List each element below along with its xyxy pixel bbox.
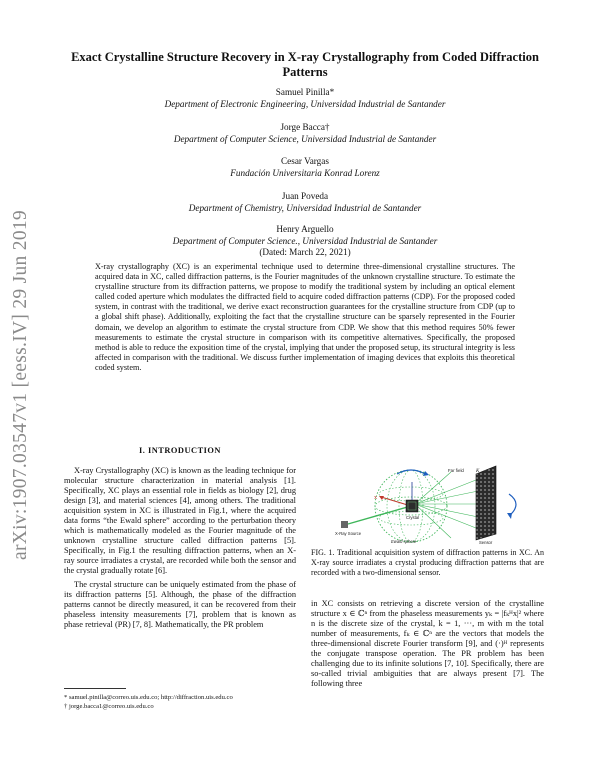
footnote: † jorge.bacca1@correo.uis.edu.co bbox=[64, 702, 154, 710]
footnote: * samuel.pinilla@correo.uis.edu.co; http://diffraction.uis.edu.co bbox=[64, 694, 233, 701]
x-axis-arrow bbox=[374, 495, 411, 506]
author-block bbox=[70, 122, 540, 145]
sensor-rotation-arrowhead-icon bbox=[507, 513, 512, 519]
author-affiliation: Fundación Universitaria Konrad Lorenz bbox=[230, 167, 380, 178]
author-block bbox=[70, 191, 540, 214]
author-name: Cesar Vargas bbox=[281, 156, 329, 166]
right-column-paragraph: in XC consists on retrieving a discrete version of the crystalline structure x ∈ ℂⁿ from the phaseless measurements yₖ = |fₖᴴx|² where n is the discrete size of the crystal, k = 1, ···, m with m the total number of measurements, fₖ ∈ ℂⁿ are the vectors that models the three-dimensional discrete Fourier transform [9], and (·)ᴴ represents the conjugate transpose operation. The PR problem has been challenging due to its infinite solutions [7, 10]. Specifically, there are so-called trivial ambiguities that are always present [7]. The following three bbox=[311, 599, 544, 689]
sensor-rotation-arrow-icon bbox=[509, 494, 516, 516]
acquisition-diagram bbox=[311, 464, 544, 544]
x-axis-label: x bbox=[374, 495, 377, 501]
author-affiliation: Department of Computer Science, Universidad Industrial de Santander bbox=[173, 133, 437, 144]
dated-line: (Dated: March 22, 2021) bbox=[259, 247, 351, 257]
xray-source bbox=[335, 506, 411, 536]
author-block bbox=[70, 156, 540, 179]
crystal-label: Crystal bbox=[406, 515, 420, 520]
author-block bbox=[70, 87, 540, 110]
paper-title: Exact Crystalline Structure Recovery in X-ray Crystallography from Coded Diffraction Patterns bbox=[71, 50, 539, 79]
abstract: X-ray crystallography (XC) is an experimental technique used to determine three-dimensional crystalline structures. The acquired data in XC, called diffraction patterns, is the Fourier magnitudes of the unknown crystalline structure. To estimate the crystalline structure from its diffraction patterns, we propose to modify the traditional system by including an optical element called coded aperture which modulates the diffracted field to acquire coded diffraction patterns (CDP). For the proposed coded system, in contrast with the traditional, we derive exact reconstruction guarantees for the crystalline structure from CDP (up to a global shift phase). Additionally, exploiting the fact that the crystalline structure can be sparsely represented in the Fourier domain, we develop an algorithm to estimate the crystal structure from CDP. We show that this method requires 50% fewer measurements to estimate the crystal structure in comparison with its competitive alternatives. Specifically, the proposed method is able to reduce the exposition time of the crystal, implying that under the proposed setup, its structural integrity is less affected in comparison with the traditional. We discuss further implementation of imaging devices that exploits this theoretical coded system. bbox=[95, 262, 515, 372]
author-name: Juan Poveda bbox=[281, 191, 329, 201]
section-heading-introduction: I. INTRODUCTION bbox=[139, 446, 221, 455]
footnotes bbox=[64, 694, 304, 711]
k-vector-label: K bbox=[476, 469, 480, 474]
author-name: Henry Arguello bbox=[276, 224, 334, 234]
footnote-rule bbox=[64, 688, 126, 689]
figure-1 bbox=[311, 464, 544, 544]
author-affiliation: Department of Electronic Engineering, Universidad Industrial de Santander bbox=[164, 98, 446, 109]
author-affiliation: Department of Computer Science., Universidad Industrial de Santander bbox=[172, 235, 438, 246]
author-name: Jorge Bacca† bbox=[280, 122, 330, 132]
intro-paragraph: X-ray Crystallography (XC) is known as the leading technique for molecular structure characterization in material analysis [1]. Specifically, XC plays an essential role in fields as biology [2], drug design [3], and material sciences [4], among others. The traditional acquisition system in XC is illustrated in Fig.1, where the acquired data forms “the Ewald sphere” according to the perturbation theory which is mathematically modeled as the Fourier magnitude of the unknown crystalline structure called diffraction patterns [5]. Specifically, in Fig.1 the resulting diffraction patterns, when an X-ray source irradiates a crystal, are recorded while both the sensor and the crystal gradually rotate [6]. bbox=[64, 466, 296, 576]
sensor bbox=[476, 466, 496, 544]
author-name: Samuel Pinilla* bbox=[275, 87, 335, 97]
author-block bbox=[70, 224, 540, 259]
ewald-sphere-label: Ewald sphere bbox=[391, 539, 417, 544]
arxiv-identifier: arXiv:1907.03547v1 [eess.IV] 29 Jun 2019 bbox=[10, 210, 31, 560]
diffraction-rays bbox=[415, 472, 483, 538]
intro-paragraph: The crystal structure can be uniquely estimated from the phase of its diffraction patterns [5]. Although, the phase of the diffraction patterns cannot be directly measured, it can be recovered from their phaseless intensity measurements [7], problem that is known as phase retrieval (PR) [7, 8]. Mathematically, the PR problem bbox=[64, 579, 296, 629]
far-field-label: Far field bbox=[448, 468, 464, 473]
figure-caption: FIG. 1. Traditional acquisition system of diffraction patterns in XC. An X-ray source irradiates a crystal producing diffraction patterns that are recorded with a two-dimensional sensor. bbox=[311, 548, 544, 577]
left-column bbox=[64, 466, 296, 630]
crystal bbox=[406, 482, 419, 520]
author-affiliation: Department of Chemistry, Universidad Industrial de Santander bbox=[188, 202, 422, 213]
arxiv-sidebar bbox=[4, 150, 38, 620]
xray-source-label: X-Ray Source bbox=[335, 531, 362, 536]
sensor-label: Sensor bbox=[479, 540, 493, 544]
